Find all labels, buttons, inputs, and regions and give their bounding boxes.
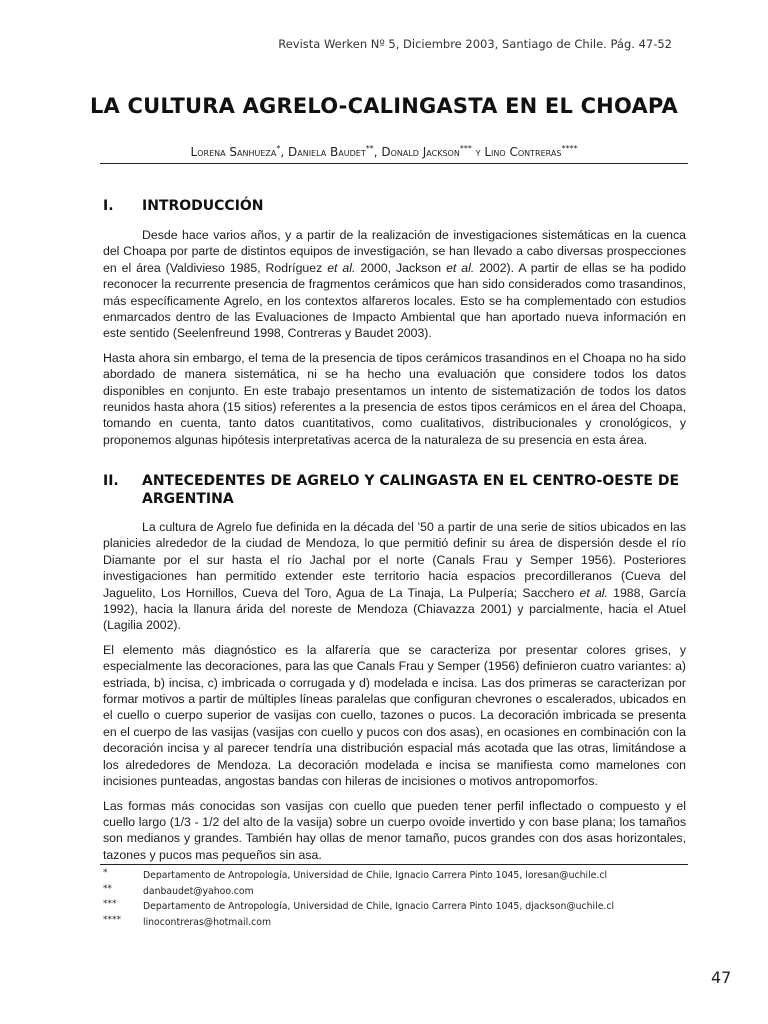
italic-text: et al. xyxy=(327,260,356,275)
section-heading xyxy=(103,197,264,215)
footnote-mark: ** xyxy=(103,883,112,894)
author-footnote-mark: ** xyxy=(365,144,374,153)
paragraph-text: La cultura de Agrelo fue definida en la década del ’50 a partir de una serie de sitios ubicados en las planicies alrededor de la ciudad de Mendoza, lo que permitió definir su área de dispersión desde el río Diamante por el sur hasta el río Jachal por el norte (Canals Frau y Semper 1956). Posteriores investigaciones han permitido extender este territorio hacia espacios precordilleranos (Cueva del Jaguelito, Los Hornillos, Cueva del Toro, Agua de La Tinaja, La Pulpería; Sacchero xyxy=(103,520,686,600)
footnote-text: Departamento de Antropología, Universidad de Chile, Ignacio Carrera Pinto 1045, djackson@uchile.cl xyxy=(143,901,615,913)
body-paragraph xyxy=(103,227,686,342)
body-paragraph xyxy=(103,642,686,790)
footnote-rule xyxy=(100,864,688,865)
title-rule xyxy=(100,163,688,164)
footnote xyxy=(103,868,686,884)
body-paragraph xyxy=(103,798,686,864)
paragraph-text: 2000, Jackson xyxy=(355,260,447,275)
footnote xyxy=(103,899,686,915)
footnote xyxy=(103,884,686,900)
author-footnote-mark: *** xyxy=(459,144,472,153)
author-name: Lino Contreras xyxy=(484,145,562,159)
italic-text: et al. xyxy=(446,260,475,275)
paragraph-text: Desde hace varios años, y a partir de la realización de investigaciones sistemáticas en la cuenca del Choapa por parte de distintos equipos de investigación, se han llevado a cabo diversas prospecciones en el área (Valdivieso 1985, Rodríguez xyxy=(103,228,686,275)
footnote xyxy=(103,915,686,931)
journal-header: Revista Werken Nº 5, Diciembre 2003, Santiago de Chile. Pág. 47-52 xyxy=(278,37,672,51)
author-name: Daniela Baudet xyxy=(288,145,366,159)
section-number: I. xyxy=(103,198,114,214)
page-number: 47 xyxy=(711,968,732,987)
footnote-text: danbaudet@yahoo.com xyxy=(143,885,254,897)
footnote-mark: *** xyxy=(103,899,117,910)
author-separator: y xyxy=(471,145,485,159)
author-line xyxy=(0,144,768,159)
footnotes xyxy=(103,868,686,930)
section-body xyxy=(103,519,686,871)
author-name: Donald Jackson xyxy=(381,145,460,159)
author-footnote-mark: * xyxy=(276,144,281,153)
author-separator: , xyxy=(373,145,382,159)
paragraph-text: Las formas más conocidas son vasijas con cuello que pueden tener perfil inflectado o compuesto y el cuello largo (1/3 - 1/2 del alto de la vasija) sobre un cuerpo ovoide invertido y con base plana; los tamaños son medianos y grandes. También hay ollas de menor tamaño, pucos grandes con dos asas horizontales, tazones y pucos mas pequeños sin asa. xyxy=(103,798,686,862)
footnote-text: Departamento de Antropología, Universidad de Chile, Ignacio Carrera Pinto 1045, loresan@uchile.cl xyxy=(143,870,608,881)
paragraph-text: El elemento más diagnóstico es la alfarería que se caracteriza por presentar colores grises, y especialmente las decoraciones, para las que Canals Frau y Semper (1956) definieron cuatro variantes: a) estriada, b) incisa, c) imbricada o corrugada y d) modelada e incisa. Las dos primeras se caracterizan por formar motivos a partir de múltiples líneas paralelas que configuran chevrones o escalerados, ubicados en el cuello o cuerpo superior de vasijas con cuello, tazones o pucos. La decoración imbricada se presenta en el cuerpo de las vasijas (vasijas con cuello y pucos con dos asas), en ocasiones en combinación con la decoración incisa y al parecer tendría una distribución espacial más acotada que las otras, limitándose a los alrededores de Mendoza. La decoración modelada e incisa se manifiesta como mamelones con incisiones punteadas, angostas bandas con hileras de incisiones o motivos antropomorfos. xyxy=(103,642,686,789)
body-paragraph xyxy=(103,350,686,448)
footnote-mark: **** xyxy=(103,914,121,925)
footnote-text: linocontreras@hotmail.com xyxy=(143,916,272,928)
paragraph-text: Hasta ahora sin embargo, el tema de la presencia de tipos cerámicos trasandinos en el Choapa no ha sido abordado de manera sistemática, ni se ha hecho una evaluación que considere todos los datos disponibles en conjunto. En este trabajo presentamos un intento de sistematización de todos los datos reunidos hasta ahora (15 sitios) referentes a la presencia de estos tipos cerámicos en el área del Choapa, tomando en cuenta, tanto datos cuantitativos, como cualitativos, distribucionales y cronológicos, y proponemos algunas hipótesis interpretativas acerca de la naturaleza de su presencia en esta área. xyxy=(103,350,686,447)
paragraph-text: 1988, García 1992), hacia la llanura árida del noreste de Mendoza (Chiavazza 2001) y parcialmente, hacia el Atuel (Lagilia 2002). xyxy=(103,585,686,633)
section-heading xyxy=(103,472,768,508)
section-number: II. xyxy=(103,473,119,489)
author-footnote-mark: **** xyxy=(561,144,578,153)
author-separator: , xyxy=(280,145,288,159)
article-title: LA CULTURA AGRELO-CALINGASTA EN EL CHOAPA xyxy=(89,94,679,118)
author-name: Lorena Sanhueza xyxy=(190,145,277,159)
paragraph-text: 2002). A partir de ellas se ha podido reconocer la recurrente presencia de fragmentos cerámicos que han sido considerados como trasandinos, más específicamente Agrelo, en los contextos alfareros locales. Esto se ha complementado con estudios enmarcados dentro de las Evaluaciones de Impacto Ambiental que han aportado nueva información en este sentido (Seelenfreund 1998, Contreras y Baudet 2003). xyxy=(103,260,687,341)
footnote-mark: * xyxy=(103,868,108,878)
italic-text: et al. xyxy=(579,585,608,600)
section-title: INTRODUCCIÓN xyxy=(142,198,264,214)
section-title: ANTECEDENTES DE AGRELO Y CALINGASTA EN EL CENTRO-OESTE DE ARGENTINA xyxy=(142,473,680,507)
section-body xyxy=(103,227,686,456)
body-paragraph xyxy=(103,519,686,634)
